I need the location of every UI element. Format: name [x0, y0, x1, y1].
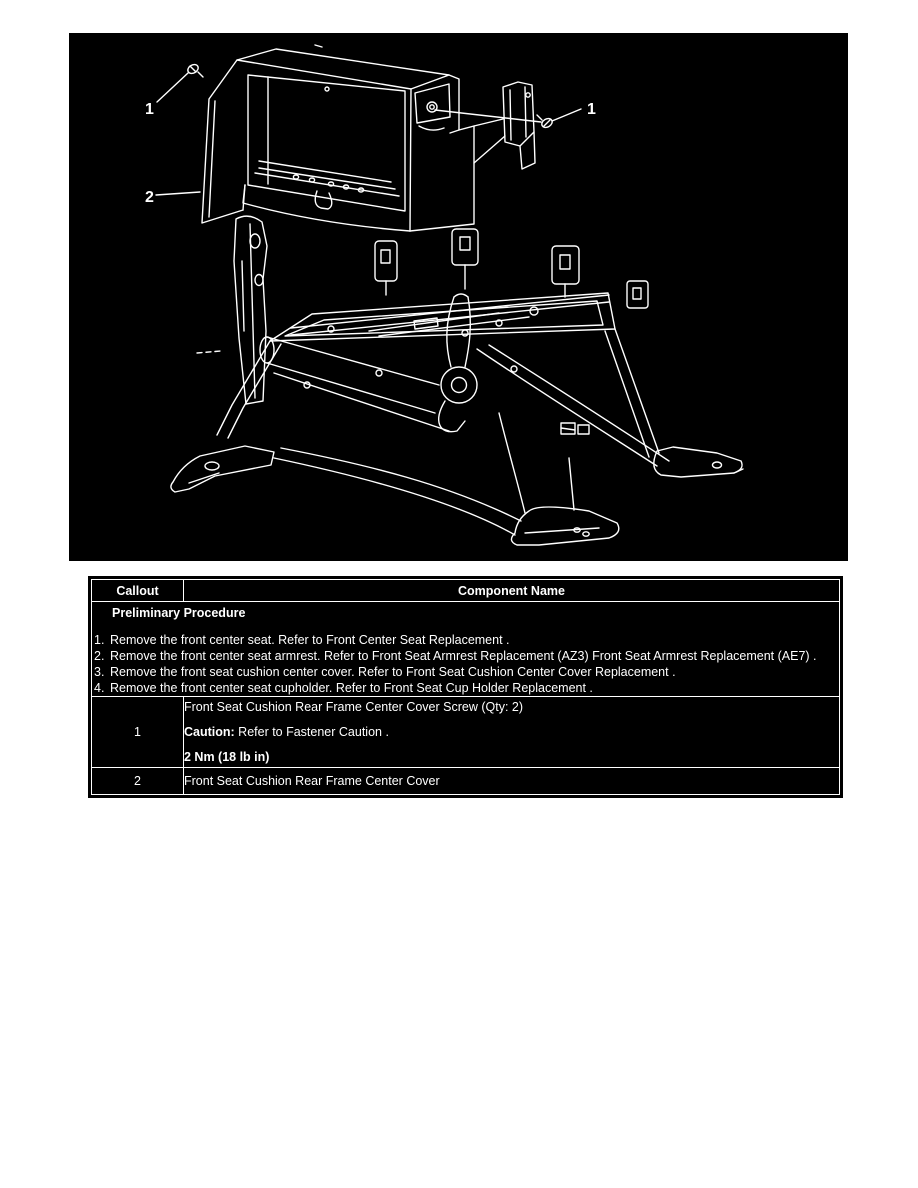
step-number: 4. [94, 680, 105, 695]
component-name-text: Front Seat Cushion Rear Frame Center Cover Screw (Qty: 2) [184, 700, 524, 714]
callout-number-1: 1 [92, 697, 184, 768]
caution-label: Caution: [184, 725, 235, 739]
callout-label-2: 2 [145, 189, 154, 206]
step-number: 1. [94, 632, 105, 647]
leader-line-left-1 [157, 73, 188, 102]
component-cell-2: Front Seat Cushion Rear Frame Center Cover [184, 768, 840, 795]
caution-text: Refer to Fastener Caution . [234, 725, 389, 739]
preliminary-procedure-row [92, 602, 840, 697]
seat-frame-line-art [69, 33, 848, 561]
center-cover-drawing [202, 45, 535, 231]
callout-number-2: 2 [92, 768, 184, 795]
component-cell-1 [184, 697, 840, 768]
leader-line-2 [156, 192, 200, 195]
step-number: 2. [94, 648, 105, 663]
seat-frame-exploded-figure [69, 33, 848, 561]
preliminary-step [94, 632, 839, 648]
component-row-2 [92, 768, 840, 795]
step-number: 3. [94, 664, 105, 679]
torque-spec: 2 Nm (18 lb in) [184, 750, 270, 764]
component-name-column-header: Component Name [184, 580, 840, 602]
seat-cushion-frame-drawing [171, 216, 743, 545]
callout-component-table [88, 576, 843, 798]
step-text: Remove the front center seat armrest. Refer to Front Seat Armrest Replacement (AZ3) Front Seat Armrest Replacement (AE7) . [110, 648, 817, 663]
table-header-row [92, 580, 840, 602]
caution-line [184, 724, 839, 740]
preliminary-step [94, 680, 839, 696]
step-text: Remove the front center seat. Refer to Front Center Seat Replacement . [110, 632, 510, 647]
leader-line-right-1b [552, 109, 581, 121]
step-text: Remove the front seat cushion center cover. Refer to Front Seat Cushion Center Cover Replacement . [110, 664, 676, 679]
screw-icon-left [186, 63, 203, 77]
preliminary-step [94, 664, 839, 680]
component-row-1 [92, 697, 840, 768]
preliminary-procedure-title: Preliminary Procedure [112, 605, 246, 620]
callout-column-header: Callout [92, 580, 184, 602]
callout-label-1-left: 1 [145, 101, 154, 118]
preliminary-procedure-cell [92, 602, 840, 697]
step-text: Remove the front center seat cupholder. Refer to Front Seat Cup Holder Replacement . [110, 680, 593, 695]
callout-label-1-right: 1 [587, 101, 596, 118]
preliminary-step [94, 648, 839, 664]
